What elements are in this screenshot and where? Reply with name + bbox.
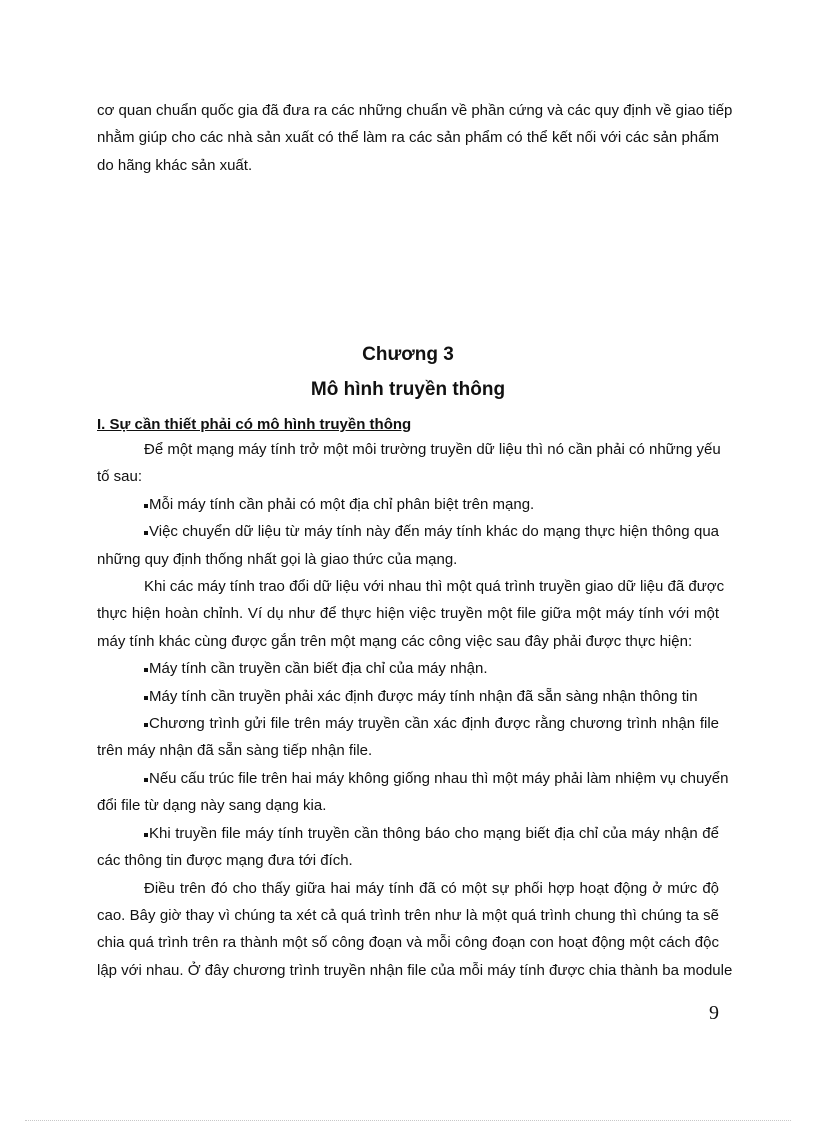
intro-line: cơ quan chuẩn quốc gia đã đưa ra các những chuẩn về phần cứng và các quy định về giao tiếp bbox=[97, 102, 733, 119]
bullet-icon bbox=[144, 668, 148, 672]
list-item-text: Khi truyền file máy tính truyền cần thông báo cho mạng biết địa chỉ của máy nhận để bbox=[149, 824, 719, 842]
paragraph-line: Để một mạng máy tính trở một môi trường truyền dữ liệu thì nó cần phải có những yếu bbox=[144, 441, 721, 458]
paragraph-line: cao. Bây giờ thay vì chúng ta xét cả quá trình trên như là một quá trình chung thì chúng ta sẽ bbox=[97, 906, 719, 924]
bullet-icon bbox=[144, 833, 148, 837]
list-item bbox=[97, 655, 719, 682]
paragraph-line: những quy định thống nhất gọi là giao thức của mạng. bbox=[97, 550, 458, 568]
bullet-icon bbox=[144, 531, 148, 535]
paragraph-line: lập với nhau. Ở đây chương trình truyền nhận file của mỗi máy tính được chia thành ba module bbox=[97, 961, 733, 979]
list-item-text: Nếu cấu trúc file trên hai máy không giống nhau thì một máy phải làm nhiệm vụ chuyển bbox=[149, 769, 729, 787]
paragraph-line: thực hiện hoàn chỉnh. Ví dụ như để thực hiện việc truyền một file giữa một máy tính với một bbox=[97, 605, 719, 623]
body-text bbox=[97, 436, 733, 984]
list-item bbox=[97, 683, 719, 710]
section-heading: I. Sự cần thiết phải có mô hình truyền thông bbox=[97, 416, 412, 433]
paragraph-line: máy tính khác cùng được gắn trên một mạng các công việc sau đây phải được thực hiện: bbox=[97, 632, 693, 650]
intro-line: do hãng khác sản xuất. bbox=[97, 156, 253, 174]
list-item bbox=[97, 820, 719, 847]
bullet-icon bbox=[144, 723, 148, 727]
chapter-number: Chương 3 bbox=[362, 344, 454, 365]
paragraph-line: Khi các máy tính trao đổi dữ liệu với nhau thì một quá trình truyền giao dữ liệu đã được bbox=[144, 578, 725, 596]
list-item bbox=[97, 518, 719, 545]
intro-line: nhằm giúp cho các nhà sản xuất có thể làm ra các sản phẩm có thể kết nối với các sản phẩm bbox=[97, 129, 719, 147]
list-item-text: Chương trình gửi file trên máy truyền cần xác định được rằng chương trình nhận file bbox=[149, 715, 719, 733]
list-item-text: Việc chuyển dữ liệu từ máy tính này đến máy tính khác do mạng thực hiện thông qua bbox=[149, 523, 719, 541]
paragraph-line: Điều trên đó cho thấy giữa hai máy tính đã có một sự phối hợp hoạt động ở mức độ bbox=[144, 879, 719, 897]
paragraph-line: trên máy nhận đã sẵn sàng tiếp nhận file. bbox=[97, 742, 373, 760]
paragraph-line: chia quá trình trên ra thành một số công đoạn và mỗi công đoạn con hoạt động một cách độc bbox=[97, 934, 719, 952]
page-bottom-rule bbox=[25, 1120, 791, 1121]
paragraph-line: đổi file từ dạng này sang dạng kia. bbox=[97, 797, 327, 815]
paragraph-line: tố sau: bbox=[97, 468, 143, 486]
bullet-icon bbox=[144, 696, 148, 700]
intro-paragraph bbox=[97, 97, 733, 179]
page-number: 9 bbox=[709, 1002, 719, 1024]
list-item bbox=[97, 765, 729, 792]
bullet-icon bbox=[144, 778, 148, 782]
list-item-text: Máy tính cần truyền phải xác định được máy tính nhận đã sẵn sàng nhận thông tin bbox=[149, 687, 698, 705]
list-item bbox=[97, 710, 719, 737]
chapter-title: Mô hình truyền thông bbox=[310, 379, 506, 400]
list-item-text: Mỗi máy tính cần phải có một địa chỉ phân biệt trên mạng. bbox=[149, 495, 535, 513]
bullet-icon bbox=[144, 504, 148, 508]
paragraph-line: các thông tin được mạng đưa tới đích. bbox=[97, 852, 353, 870]
list-item-text: Máy tính cần truyền cần biết địa chỉ của máy nhận. bbox=[149, 660, 488, 678]
list-item bbox=[97, 491, 719, 518]
